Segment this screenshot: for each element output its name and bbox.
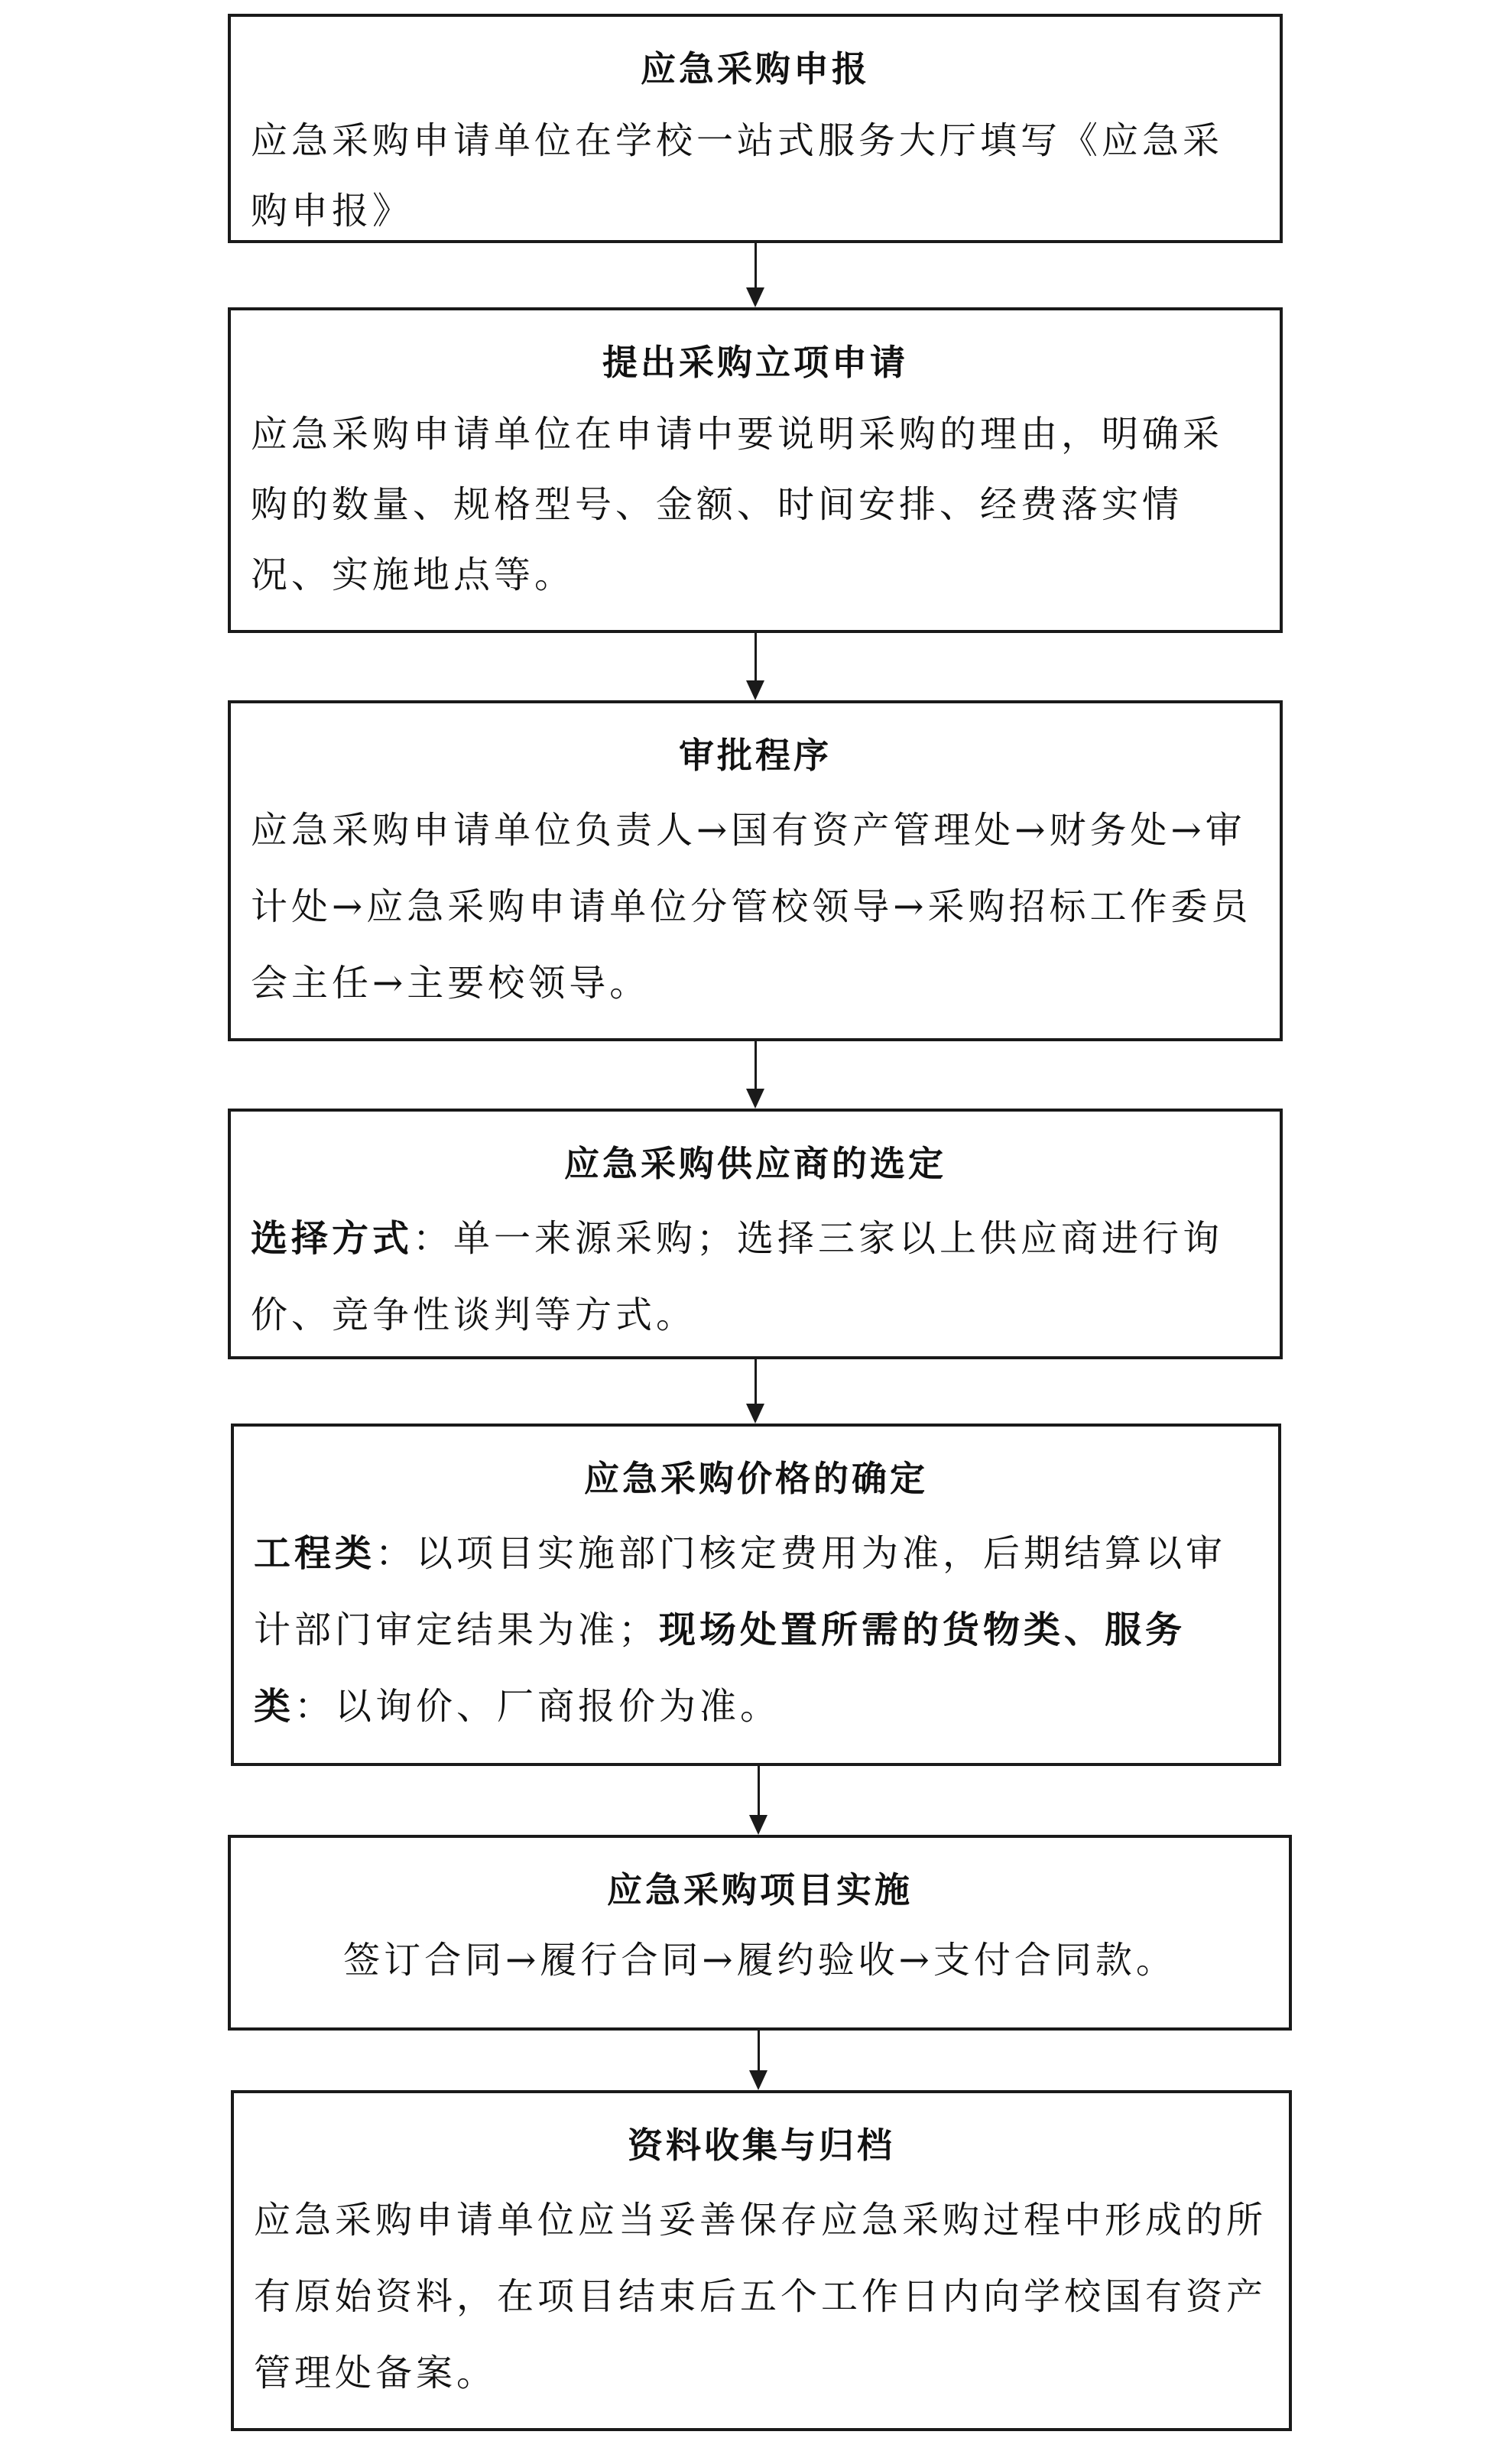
step-box-application <box>228 14 1283 243</box>
step-box-project-request <box>228 307 1283 633</box>
step-title: 应急采购供应商的选定 <box>564 1143 946 1184</box>
step-title: 审批程序 <box>679 735 832 776</box>
step-box-archiving <box>231 2090 1292 2431</box>
step-body: 应急采购申请单位在申请中要说明采购的理由，明确采购的数量、规格型号、金额、时间安排、经费落实情况、实施地点等。 <box>251 413 1224 596</box>
flow-arrow <box>743 2031 774 2090</box>
step-title: 应急采购项目实施 <box>607 1869 913 1910</box>
step-body: 签订合同→履行合同→履约验收→支付合同款。 <box>343 1939 1176 1982</box>
flow-arrow <box>740 1041 771 1109</box>
body-text: ：以询价、厂商报价为准。 <box>294 1685 781 1728</box>
step-title: 应急采购申报 <box>641 48 870 89</box>
step-title: 资料收集与归档 <box>628 2125 895 2166</box>
step-box-approval <box>228 700 1283 1041</box>
step-box-price-determination <box>231 1424 1281 1766</box>
body-label: 现场处置所需的货物类、服务类 <box>254 1609 1186 1728</box>
step-body <box>251 1200 1260 1353</box>
flow-arrow <box>743 1766 774 1835</box>
step-body: 应急采购申请单位应当妥善保存应急采购过程中形成的所有原始资料，在项目结束后五个工作日内向学校国有资产管理处备案。 <box>254 2199 1267 2394</box>
body-text: ：以项目实施部门核定费用为准，后期结算以审计部门审定结果为准； <box>254 1532 1227 1651</box>
step-body: 应急采购申请单位在学校一站式服务大厅填写《应急采购申报》 <box>251 119 1224 232</box>
body-label: 工程类 <box>254 1532 376 1575</box>
flow-arrow <box>740 243 771 307</box>
step-body: 应急采购申请单位负责人→国有资产管理处→财务处→审计处→应急采购申请单位分管校领导→采购招标工作委员会主任→主要校领导。 <box>251 809 1252 1005</box>
flow-arrow <box>740 1359 771 1424</box>
step-title: 提出采购立项申请 <box>602 342 908 383</box>
step-box-implementation <box>228 1835 1292 2031</box>
step-box-supplier-selection <box>228 1109 1283 1359</box>
body-text: ：单一来源采购；选择三家以上供应商进行询价、竞争性谈判等方式。 <box>251 1217 1224 1336</box>
step-body <box>254 1515 1258 1745</box>
step-title: 应急采购价格的确定 <box>584 1458 928 1499</box>
body-label: 选择方式 <box>251 1217 414 1260</box>
flow-arrow <box>740 633 771 700</box>
